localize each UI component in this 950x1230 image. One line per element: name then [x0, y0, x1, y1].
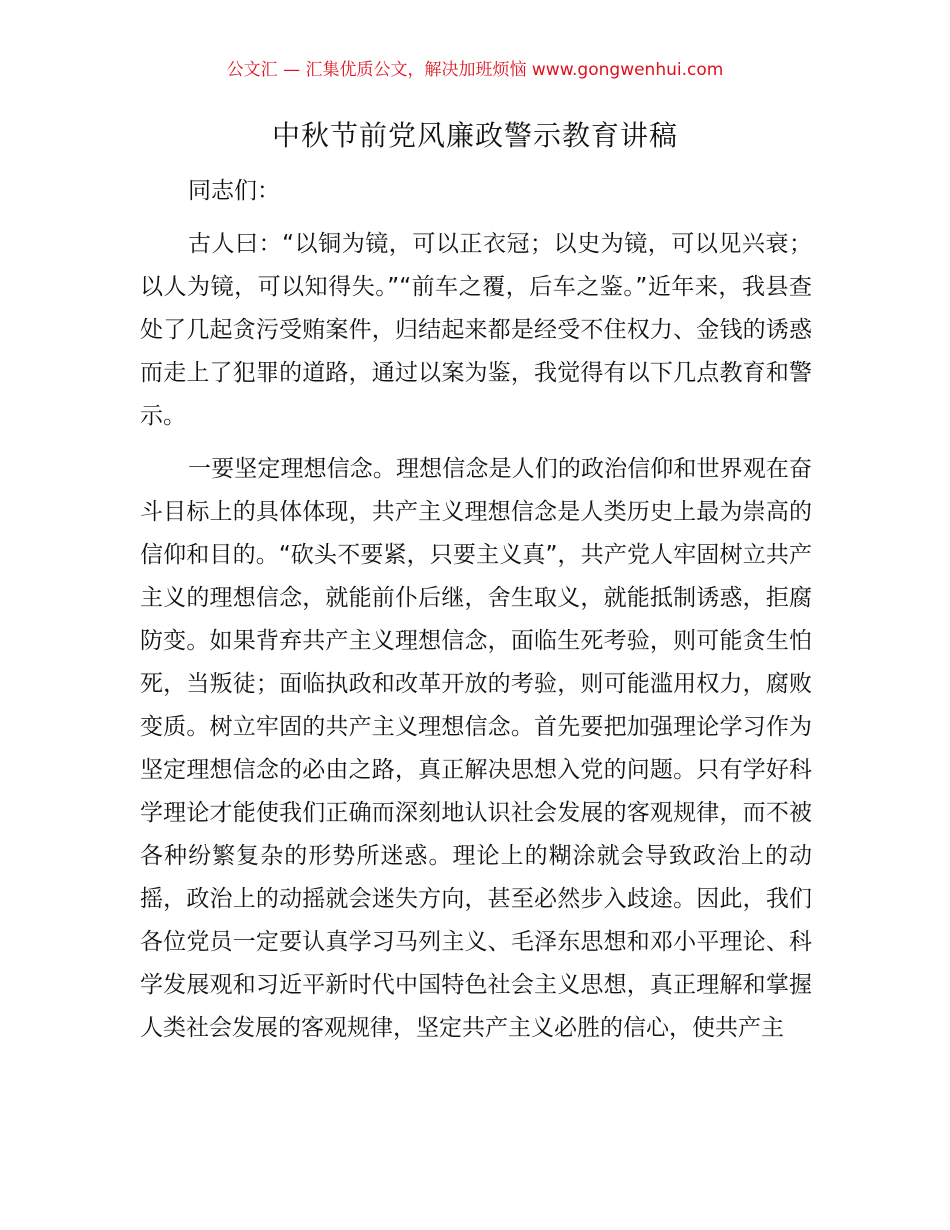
- paragraph-intro: 古人曰：“以铜为镜，可以正衣冠；以史为镜，可以见兴衰；以人为镜，可以知得失。”“前车之覆，后车之鉴。”近年来，我县查处了几起贪污受贿案件，归结起来都是经受不住权力、金钱的诱惑而走上了犯罪的道路，通过以案为鉴，我觉得有以下几点教育和警示。: [140, 231, 812, 429]
- salutation: 同志们：: [188, 178, 280, 204]
- document-title: 中秋节前党风廉政警示教育讲稿: [271, 119, 678, 152]
- site-banner: 公文汇 — 汇集优质公文，解决加班烦恼 www.gongwenhui.com: [226, 60, 724, 80]
- paragraph-ideals: 一要坚定理想信念。理想信念是人们的政治信仰和世界观在奋斗目标上的具体体现，共产主义理想信念是人类历史上最为崇高的信仰和目的。“砍头不要紧，只要主义真”，共产党人牢固树立共产主义的理想信念，就能前仆后继，舍生取义，就能抵制诱惑，拒腐防变。如果背弃共产主义理想信念，面临生死考验，则可能贪生怕死，当叛徒；面临执政和改革开放的考验，则可能滥用权力，腐败变质。树立牢固的共产主义理想信念。首先要把加强理论学习作为坚定理想信念的必由之路，真正解决思想入党的问题。只有学好科学理论才能使我们正确而深刻地认识社会发展的客观规律，而不被各种纷繁复杂的形势所迷惑。理论上的糊涂就会导致政治上的动摇，政治上的动摇就会迷失方向，甚至必然步入歧途。因此，我们各位党员一定要认真学习马列主义、毛泽东思想和邓小平理论、科学发展观和习近平新时代中国特色社会主义思想，真正理解和掌握人类社会发展的客观规律，坚定共产主义必胜的信心，使共产主: [140, 456, 812, 1041]
- document-body: [140, 170, 812, 1050]
